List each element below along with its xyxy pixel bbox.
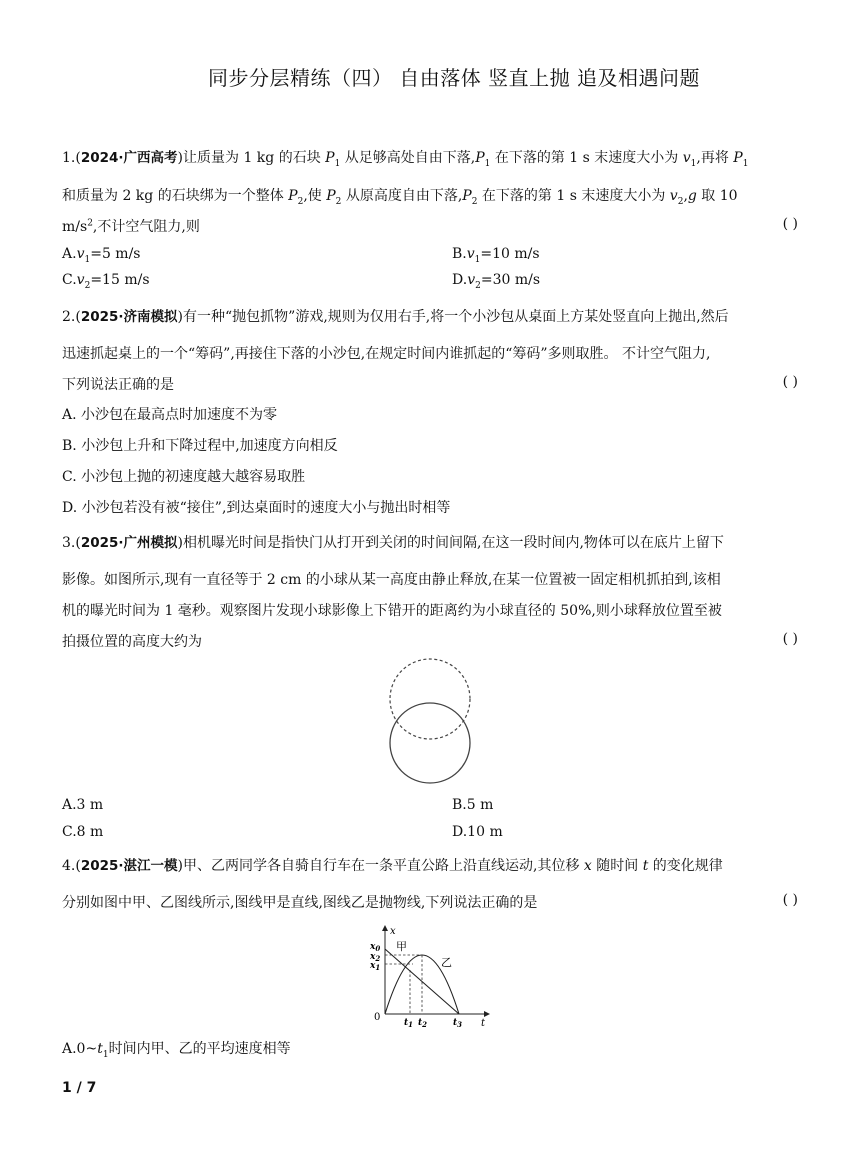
q3-line-1: 3.(2025·广州模拟)相机曝光时间是指快门从打开到关闭的时间间隔,在这一段时间内,物体可以在底片上留下 [62, 535, 724, 551]
axis-x-label: x [390, 926, 396, 937]
q1-option-a[interactable]: $A.v_1=5$ m/s [62, 246, 141, 265]
q3-line-3: 机的曝光时间为 1 毫秒。观察图片发现小球影像上下错开的距离约为小球直径的 50%,则小球释放位置至被 [62, 603, 722, 619]
t1-label: $t_1$ [404, 1018, 414, 1028]
q2-option-c[interactable]: C. 小沙包上抛的初速度越大越容易取胜 [62, 469, 306, 485]
q4-source: 2025·湛江一模 [80, 858, 178, 874]
q1-option-b[interactable]: $B.v_1=10$ m/s [452, 246, 540, 265]
q3-option-d[interactable]: D.10 m [452, 824, 503, 840]
x0-label: $x_0$ [370, 942, 381, 953]
q1-option-c[interactable]: $C.v_2=15$ m/s [62, 272, 150, 291]
solid-ball-image [390, 703, 470, 783]
jia-label: 甲 [396, 940, 407, 953]
q2-option-a[interactable]: A. 小沙包在最高点时加速度不为零 [62, 407, 278, 423]
q4-answer-paren: ( ) [782, 892, 798, 908]
q1-line-2: 和质量为 2 kg 的石块绑为一个整体 $P_2$,使 $P_2$ 从原高度自由下落$,P_2$ 在下落的第 1 s 末速度大小为 $v_2,g$ 取 10 [62, 188, 738, 207]
q1-line-3: $m/s^2$,不计空气阻力,则 [62, 218, 200, 235]
q3-option-a[interactable]: A.3 m [62, 797, 104, 813]
origin-label: 0 [374, 1012, 381, 1023]
axis-t-label: t [481, 1018, 486, 1028]
q2-option-b[interactable]: B. 小沙包上升和下降过程中,加速度方向相反 [62, 438, 338, 454]
q2-line-1: 2.(2025·济南模拟)有一种“抛包抓物”游戏,规则为仅用右手,将一个小沙包从桌面上方某处竖直向上抛出,然后 [62, 309, 729, 325]
q4-option-a[interactable]: $A.0\sim t_1$时间内甲、乙的平均速度相等 [62, 1041, 291, 1060]
x-t-graph [365, 922, 495, 1028]
q1-option-d[interactable]: $D.v_2=30$ m/s [452, 272, 541, 291]
q3-line-2: 影像。如图所示,现有一直径等于 2 cm 的小球从某一高度由静止释放,在某一位置被一固定相机抓拍到,该相 [62, 572, 721, 588]
q1-line-1: 1.(2024·广西高考)让质量为 1 kg 的石块 $P_1$ 从足够高处自由下落$,P_1$ 在下落的第 1 s 末速度大小为 $v_1$,再将 $P_1$ [62, 150, 749, 169]
x1-label: $x_1$ [370, 961, 381, 972]
t2-label: $t_2$ [418, 1018, 428, 1028]
q3-answer-paren: ( ) [782, 631, 798, 647]
ball-exposure-figure [380, 658, 480, 788]
dashed-ball-image [390, 659, 470, 739]
x2-label: $x_2$ [370, 952, 381, 963]
q1-source: 2024·广西高考 [80, 150, 178, 166]
q1-answer-paren: ( ) [782, 216, 798, 232]
t3-label: $t_3$ [453, 1018, 463, 1028]
q2-line-2: 迅速抓起桌上的一个“筹码”,再接住下落的小沙包,在规定时间内谁抓起的“筹码”多则取胜。 不计空气阻力, [62, 346, 711, 362]
yi-label: 乙 [441, 956, 452, 969]
q2-line-3: 下列说法正确的是 [62, 377, 174, 393]
q4-line-2: 分别如图中甲、乙图线所示,图线甲是直线,图线乙是抛物线,下列说法正确的是 [62, 895, 538, 911]
page-title: 同步分层精练（四） 自由落体 竖直上抛 追及相遇问题 [207, 66, 701, 90]
q4-line-1: 4.(2025·湛江一模)甲、乙两同学各自骑自行车在一条平直公路上沿直线运动,其位移 x 随时间 t 的变化规律 [62, 858, 723, 874]
q3-option-c[interactable]: C.8 m [62, 824, 104, 840]
q2-source: 2025·济南模拟 [80, 309, 178, 325]
q3-line-4: 拍摄位置的高度大约为 [62, 634, 202, 650]
q3-option-b[interactable]: B.5 m [452, 797, 494, 813]
page-number: 1 / 7 [62, 1080, 97, 1096]
q2-answer-paren: ( ) [782, 374, 798, 390]
q3-source: 2025·广州模拟 [80, 535, 178, 551]
q2-option-d[interactable]: D. 小沙包若没有被“接住”,到达桌面时的速度大小与抛出时相等 [62, 500, 451, 516]
